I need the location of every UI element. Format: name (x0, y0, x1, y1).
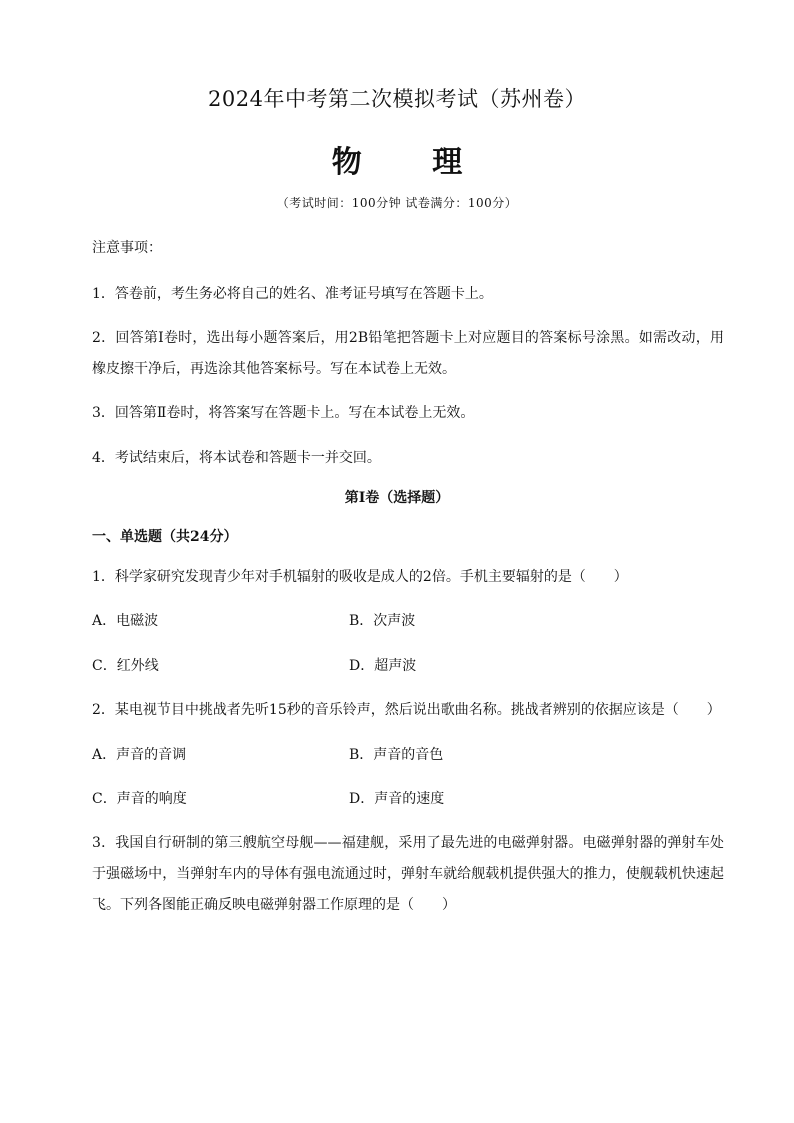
question-2-option-b: B．声音的音色 (349, 747, 444, 763)
question-2-option-a: A．声音的音调 (92, 747, 187, 763)
exam-info: （考试时间：100分钟 试卷满分：100分） (276, 196, 518, 210)
section-title: 第Ⅰ卷（选择题） (344, 490, 450, 506)
question-1-option-b: B．次声波 (349, 613, 416, 629)
question-1-option-d: D．超声波 (349, 658, 417, 674)
notice-item-3: 3．回答第Ⅱ卷时，将答案写在答题卡上。写在本试卷上无效。 (92, 405, 475, 421)
question-2-option-c: C．声音的响度 (92, 791, 187, 807)
exam-title: 2024年中考第二次模拟考试（苏州卷） (208, 87, 586, 111)
subject-title: 物 理 (331, 145, 493, 180)
question-2-option-d: D．声音的速度 (349, 791, 445, 807)
notice-heading: 注意事项： (92, 240, 162, 256)
question-1-option-a: A．电磁波 (92, 613, 159, 629)
notice-item-4: 4．考试结束后，将本试卷和答题卡一并交回。 (92, 450, 381, 466)
part-title: 一、单选题（共24分） (92, 529, 238, 545)
question-2-stem: 2．某电视节目中挑战者先听15秒的音乐铃声，然后说出歌曲名称。挑战者辨别的依据应该是（ ） (92, 702, 721, 718)
question-3-stem: 3．我国自行研制的第三艘航空母舰——福建舰，采用了最先进的电磁弹射器。电磁弹射器的弹射车处于强磁场中，当弹射车内的导体有强电流通过时，弹射车就给舰载机提供强大的推力，使舰载机快速起飞。下列各图能正确反映电磁弹射器工作原理的是（ ） (92, 835, 724, 913)
notice-item-2: 2．回答第Ⅰ卷时，选出每小题答案后，用2B铅笔把答题卡上对应题目的答案标号涂黑。如需改动，用橡皮擦干净后，再选涂其他答案标号。写在本试卷上无效。 (92, 330, 724, 377)
question-1-option-c: C．红外线 (92, 658, 159, 674)
notice-item-1: 1．答卷前，考生务必将自己的姓名、准考证号填写在答题卡上。 (92, 286, 493, 302)
question-1-stem: 1．科学家研究发现青少年对手机辐射的吸收是成人的2倍。手机主要辐射的是（ ） (92, 569, 628, 585)
